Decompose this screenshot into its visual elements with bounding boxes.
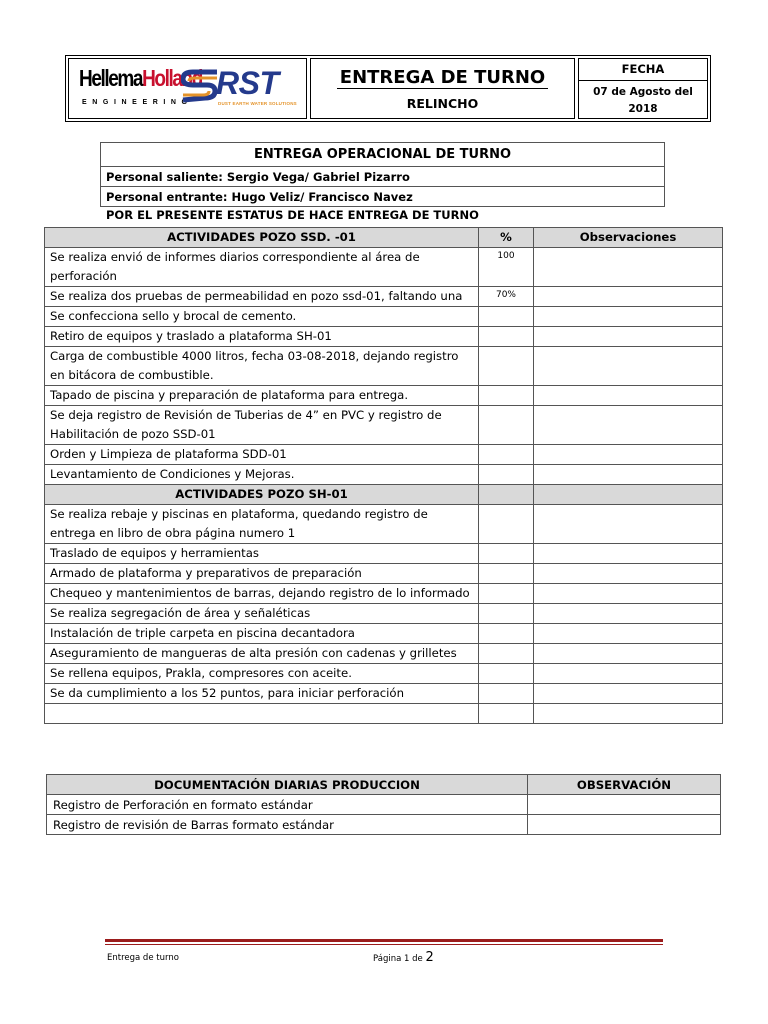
table-row — [45, 287, 723, 307]
logo-brand-b: Holland — [142, 67, 202, 93]
activity-text: Se da cumplimiento a los 52 puntos, para iniciar perforación — [45, 684, 479, 704]
activity-percent — [479, 564, 534, 584]
rst-tagline: DUST EARTH WATER SOLUTIONS — [218, 101, 297, 106]
empty-row — [45, 704, 723, 724]
table-row — [47, 815, 721, 835]
table-row — [45, 624, 723, 644]
table-row — [45, 684, 723, 704]
activity-text: Se rellena equipos, Prakla, compresores con aceite. — [45, 664, 479, 684]
handover-statement: POR EL PRESENTE ESTATUS DE HACE ENTREGA DE TURNO — [106, 208, 479, 222]
activity-observation — [534, 248, 723, 287]
page-prefix: Página 1 de — [373, 954, 426, 964]
activity-text: Aseguramiento de mangueras de alta presión con cadenas y grilletes — [45, 644, 479, 664]
activity-text: Tapado de piscina y preparación de plataforma para entrega. — [45, 386, 479, 406]
activity-observation — [534, 704, 723, 724]
table-row — [45, 386, 723, 406]
table-row — [47, 795, 721, 815]
table-row — [45, 465, 723, 485]
personal-saliente: Personal saliente: Sergio Vega/ Gabriel Pizarro — [101, 167, 665, 187]
table-row — [45, 544, 723, 564]
activities-sh-header: ACTIVIDADES POZO SH-01 — [45, 485, 479, 505]
activity-text: Se deja registro de Revisión de Tuberias de 4” en PVC y registro de Habilitación de pozo SSD-01 — [45, 406, 479, 445]
table-row — [45, 327, 723, 347]
table-row — [45, 307, 723, 327]
date-box — [578, 58, 708, 119]
activity-observation — [534, 307, 723, 327]
percent-cell — [479, 485, 534, 505]
activity-text: Levantamiento de Condiciones y Mejoras. — [45, 465, 479, 485]
activity-observation — [534, 644, 723, 664]
date-value — [579, 81, 707, 118]
footer-rule-thick — [105, 939, 663, 942]
activity-percent — [479, 406, 534, 445]
activities-table — [44, 227, 723, 724]
activity-observation — [534, 624, 723, 644]
table-row — [45, 248, 723, 287]
document-subtitle: RELINCHO — [406, 96, 479, 111]
documentation-observation-header: OBSERVACIÓN — [528, 775, 721, 795]
footer-rule — [105, 939, 663, 945]
activity-observation — [534, 445, 723, 465]
rst-swoosh-icon — [181, 69, 219, 103]
activity-text — [45, 704, 479, 724]
activity-percent — [479, 684, 534, 704]
observations-header: Observaciones — [534, 228, 723, 248]
documentation-header-row — [47, 775, 721, 795]
activity-text: Se realiza segregación de área y señaléticas — [45, 604, 479, 624]
table-row — [45, 445, 723, 465]
activity-text: Se realiza dos pruebas de permeabilidad en pozo ssd-01, faltando una — [45, 287, 479, 307]
title-box — [310, 58, 575, 119]
documentation-text: Registro de revisión de Barras formato estándar — [47, 815, 528, 835]
table-row — [45, 584, 723, 604]
activity-percent — [479, 445, 534, 465]
activity-observation — [534, 604, 723, 624]
activity-observation — [534, 327, 723, 347]
activity-percent — [479, 544, 534, 564]
table-row — [45, 604, 723, 624]
documentation-text: Registro de Perforación en formato estándar — [47, 795, 528, 815]
date-label: FECHA — [579, 59, 707, 81]
personal-entrante: Personal entrante: Hugo Veliz/ Francisco Navez — [101, 187, 665, 207]
activity-text: Retiro de equipos y traslado a plataforma SH-01 — [45, 327, 479, 347]
company-logo — [68, 58, 307, 119]
activity-observation — [534, 544, 723, 564]
footer-page-number — [373, 950, 434, 965]
activities-sh-header-row — [45, 485, 723, 505]
document-title: ENTREGA DE TURNO — [337, 68, 548, 89]
activity-observation — [534, 584, 723, 604]
activity-percent — [479, 327, 534, 347]
activity-observation — [534, 564, 723, 584]
logo-engineering: ENGINEERING — [82, 99, 193, 106]
activity-text: Traslado de equipos y herramientas — [45, 544, 479, 564]
activity-observation — [534, 386, 723, 406]
percent-header: % — [479, 228, 534, 248]
activity-text: Armado de plataforma y preparativos de preparación — [45, 564, 479, 584]
activity-percent — [479, 307, 534, 327]
activity-percent — [479, 465, 534, 485]
page-total: 2 — [425, 950, 434, 965]
activity-percent — [479, 604, 534, 624]
table-row — [45, 347, 723, 386]
activity-text: Se confecciona sello y brocal de cemento. — [45, 307, 479, 327]
activity-observation — [534, 465, 723, 485]
documentation-observation — [528, 795, 721, 815]
date-value-line1: 07 de Agosto del — [593, 86, 693, 98]
activity-percent — [479, 584, 534, 604]
table-row — [45, 505, 723, 544]
rst-logo-text: RST — [216, 65, 279, 101]
table-row — [45, 664, 723, 684]
activity-observation — [534, 505, 723, 544]
footer-rule-thin — [105, 944, 663, 945]
observation-cell — [534, 485, 723, 505]
activity-observation — [534, 287, 723, 307]
operational-handover-table — [100, 142, 665, 207]
date-value-line2: 2018 — [628, 103, 658, 115]
activity-text: Orden y Limpieza de plataforma SDD-01 — [45, 445, 479, 465]
activity-percent — [479, 347, 534, 386]
documentation-observation — [528, 815, 721, 835]
table-row — [45, 406, 723, 445]
table-row — [45, 644, 723, 664]
documentation-header: DOCUMENTACIÓN DIARIAS PRODUCCION — [47, 775, 528, 795]
activity-observation — [534, 347, 723, 386]
activity-percent — [479, 644, 534, 664]
table-row — [45, 564, 723, 584]
activity-percent: 70% — [479, 287, 534, 307]
activities-ssd-header: ACTIVIDADES POZO SSD. -01 — [45, 228, 479, 248]
activity-text: Carga de combustible 4000 litros, fecha 03-08-2018, dejando registro en bitácora de combustible. — [45, 347, 479, 386]
activity-observation — [534, 664, 723, 684]
activity-percent — [479, 386, 534, 406]
activity-percent — [479, 505, 534, 544]
document-header — [65, 55, 711, 122]
activity-text: Instalación de triple carpeta en piscina decantadora — [45, 624, 479, 644]
activity-percent — [479, 664, 534, 684]
documentation-table — [46, 774, 721, 835]
activity-observation — [534, 406, 723, 445]
activity-percent — [479, 704, 534, 724]
activity-percent — [479, 624, 534, 644]
activity-text: Se realiza envió de informes diarios correspondiente al área de perforación — [45, 248, 479, 287]
footer-document-name: Entrega de turno — [107, 953, 179, 963]
logo-brand-a: Hellema — [79, 67, 143, 93]
activity-observation — [534, 684, 723, 704]
activity-percent: 100 — [479, 248, 534, 287]
activity-text: Se realiza rebaje y piscinas en plataforma, quedando registro de entrega en libro de obra página numero 1 — [45, 505, 479, 544]
activity-text: Chequeo y mantenimientos de barras, dejando registro de lo informado — [45, 584, 479, 604]
ops-title: ENTREGA OPERACIONAL DE TURNO — [101, 143, 665, 167]
activities-header-row — [45, 228, 723, 248]
